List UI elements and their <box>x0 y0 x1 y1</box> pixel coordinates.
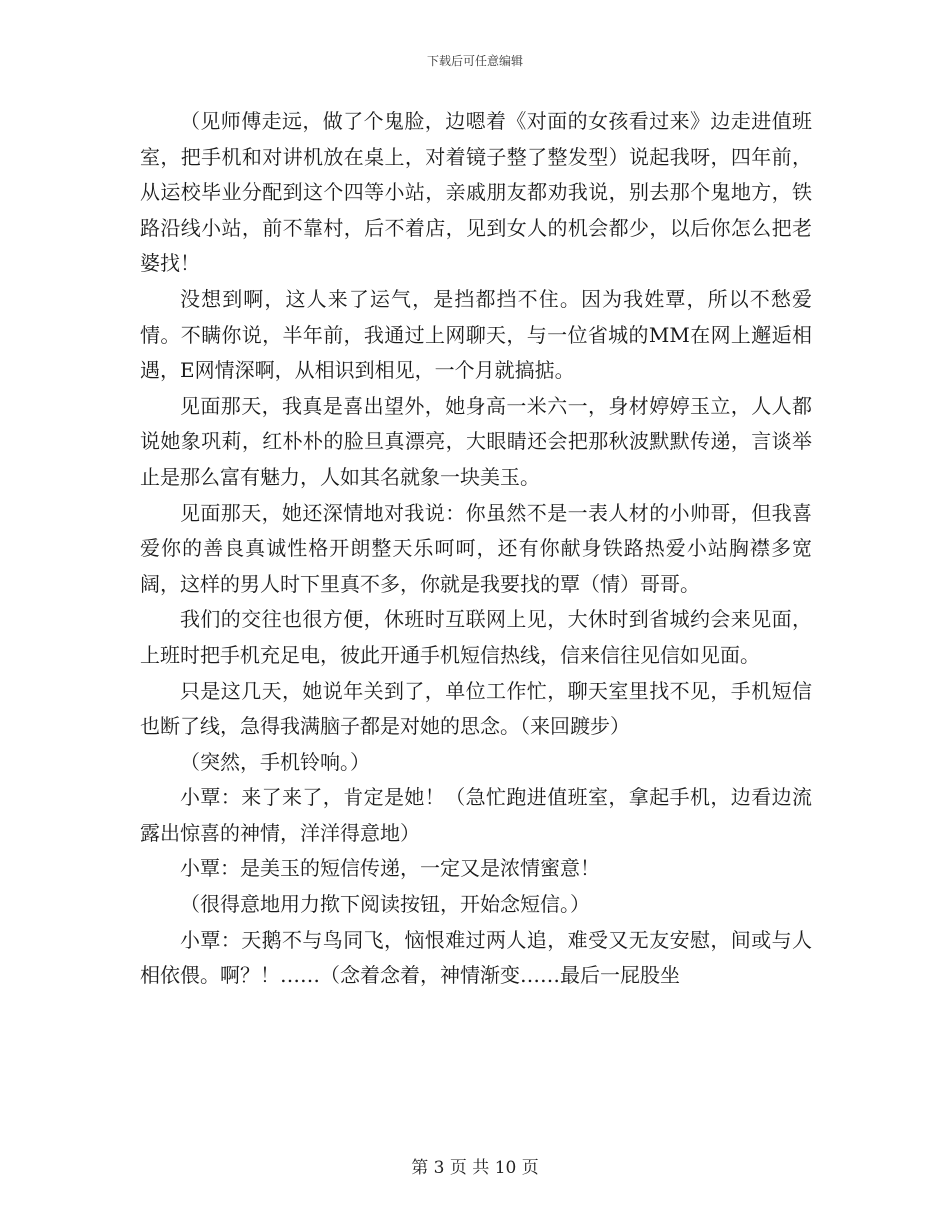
paragraph: 小覃：是美玉的短信传递，一定又是浓情蜜意！ <box>180 856 600 881</box>
document-body <box>140 104 812 994</box>
page-header: 下载后可任意编辑 <box>426 54 523 68</box>
paragraph: 见面那天，她还深情地对我说：你虽然不是一表人材的小帅哥，但我喜爱你的善良真诚性格开朗整天乐呵呵，还有你献身铁路热爱小站胸襟多宽阔，这样的男人时下里真不多，你就是我要找的覃（情）哥哥。 <box>140 500 812 596</box>
paragraph: 见面那天，我真是喜出望外，她身高一米六一，身材婷婷玉立，人人都说她象巩莉，红朴朴的脸旦真漂亮，大眼睛还会把那秋波默默传递，言谈举止是那么富有魅力，人如其名就象一块美玉。 <box>140 393 812 489</box>
paragraph: 我们的交往也很方便，休班时互联网上见，大休时到省城约会来见面，上班时把手机充足电，彼此开通手机短信热线，信来信往见信如见面。 <box>140 607 812 667</box>
paragraph: （见师傅走远，做了个鬼脸，边嗯着《对面的女孩看过来》边走进值班室，把手机和对讲机放在桌上，对着镜子整了整发型）说起我呀，四年前，从运校毕业分配到这个四等小站，亲戚朋友都劝我说，别去那个鬼地方，铁路沿线小站，前不靠村，后不着店，见到女人的机会都少，以后你怎么把老婆找！ <box>140 109 812 276</box>
paragraph: 只是这几天，她说年关到了，单位工作忙，聊天室里找不见，手机短信也断了线，急得我满脑子都是对她的思念。（来回踱步） <box>140 678 812 739</box>
paragraph: （很得意地用力揿下阅读按钮，开始念短信。） <box>180 892 590 917</box>
page-footer: 第 3 页 共 10 页 <box>411 1158 539 1178</box>
paragraph: 小覃：天鹅不与鸟同飞，恼恨难过两人追，难受又无友安慰，间或与人相依偎。啊？！……（念着念着，神情渐变……最后一屁股坐 <box>140 927 812 988</box>
paragraph: 没想到啊，这人来了运气，是挡都挡不住。因为我姓覃，所以不愁爱情。不瞒你说，半年前，我通过上网聊天，与一位省城的MM在网上邂逅相遇，E网情深啊，从相识到相见，一个月就搞掂。 <box>140 286 812 383</box>
paragraph: 小覃：来了来了，肯定是她！（急忙跑进值班室，拿起手机，边看边流露出惊喜的神情，洋洋得意地） <box>140 785 812 845</box>
paragraph: （突然，手机铃响。） <box>180 749 370 774</box>
